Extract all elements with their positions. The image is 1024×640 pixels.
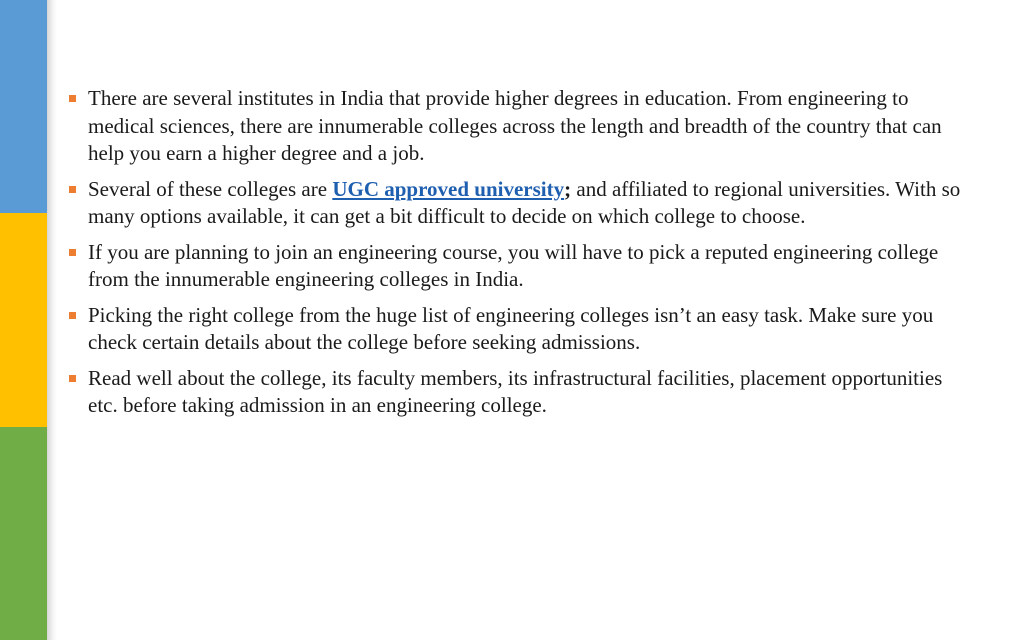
bullet-item-3	[68, 239, 973, 294]
bullet-text: There are several institutes in India that provide higher degrees in education. From engineering to medical sciences, there are innumerable colleges across the length and breadth of the country that can help you earn a higher degree and a job.	[88, 86, 942, 165]
bullet-item-4	[68, 302, 973, 357]
square-bullet-icon	[69, 312, 76, 319]
square-bullet-icon	[69, 249, 76, 256]
bullet-text-after-link: and affiliated to regional universities. With so many options available, it can get a bit difficult to decide on which college to choose.	[88, 176, 961, 228]
bullet-list	[68, 85, 973, 420]
bullet-text-before-link: Several of these colleges are	[88, 176, 333, 201]
slide-content	[68, 85, 973, 428]
bullet-item-2	[68, 176, 973, 231]
bullet-punctuation: ;	[564, 176, 572, 201]
accent-bar-blue	[0, 0, 47, 213]
bullet-text: Read well about the college, its faculty members, its infrastructural facilities, placement opportunities etc. before taking admission in an engineering college.	[88, 365, 943, 417]
bullet-item-1	[68, 85, 973, 168]
square-bullet-icon	[69, 375, 76, 382]
ugc-approved-university-link[interactable]: UGC approved university	[332, 176, 565, 201]
accent-bar-green	[0, 427, 47, 640]
accent-bar-yellow	[0, 213, 47, 427]
square-bullet-icon	[69, 186, 76, 193]
bullet-text: Picking the right college from the huge list of engineering colleges isn’t an easy task. Make sure you check certain details about the college before seeking admissions.	[88, 302, 934, 354]
bullet-item-5	[68, 365, 973, 420]
square-bullet-icon	[69, 95, 76, 102]
accent-bar-shadow	[47, 0, 57, 640]
bullet-text: If you are planning to join an engineering course, you will have to pick a reputed engineering college from the innumerable engineering colleges in India.	[88, 239, 939, 291]
